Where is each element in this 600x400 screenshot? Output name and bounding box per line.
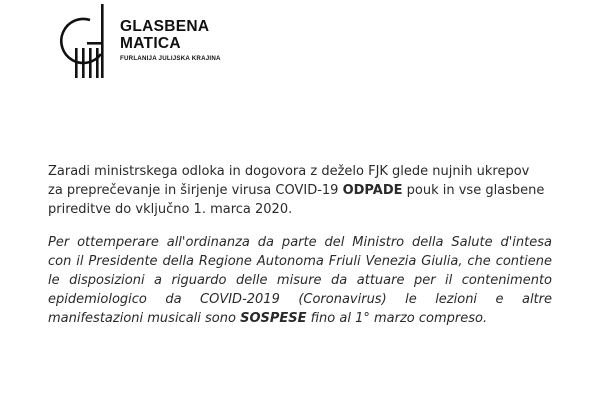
notice-slovene	[48, 162, 552, 219]
logo-text	[120, 19, 221, 62]
notice-italian-line: con il Presidente della Regione Autonoma Friuli Venezia Giulia, che contiene	[48, 254, 552, 269]
notice-text: manifestazioni musicali sono	[48, 311, 241, 326]
notice-slovene-line	[48, 181, 552, 200]
logo-name-line1: GLASBENA	[120, 18, 210, 35]
notice-text: za preprečevanje in širjenje virusa COVID-19	[48, 183, 343, 198]
logo-name-line2: MATICA	[120, 34, 181, 52]
notice-slovene-line: Zaradi ministrskega odloka in dogovora z deželo FJK glede nujnih ukrepov	[48, 164, 530, 179]
notice-italian	[48, 233, 552, 328]
notice-slovene-line: prireditve do vključno 1. marca 2020.	[48, 202, 293, 217]
notice-italian-line: Per ottemperare all'ordinanza da parte del Ministro della Salute d'intesa	[48, 235, 552, 250]
logo-mark-icon	[60, 4, 112, 84]
notice-text: fino al 1° marzo compreso.	[306, 311, 488, 326]
logo-region: FURLANIJA JULIJSKA KRAJINA	[120, 55, 221, 62]
notice-italian-line: epidemiologico da COVID-2019 (Coronavirus) le lezioni e altre	[48, 292, 552, 307]
glasbena-matica-logo	[60, 4, 260, 84]
cancelled-emphasis: ODPADE	[342, 183, 403, 198]
notice-italian-line	[48, 309, 552, 328]
suspended-emphasis: SOSPESE	[240, 311, 307, 326]
notice-text: pouk in vse glasbene	[402, 183, 545, 198]
notice-italian-line: le disposizioni a riguardo delle misure da attuare per il contenimento	[48, 273, 552, 288]
